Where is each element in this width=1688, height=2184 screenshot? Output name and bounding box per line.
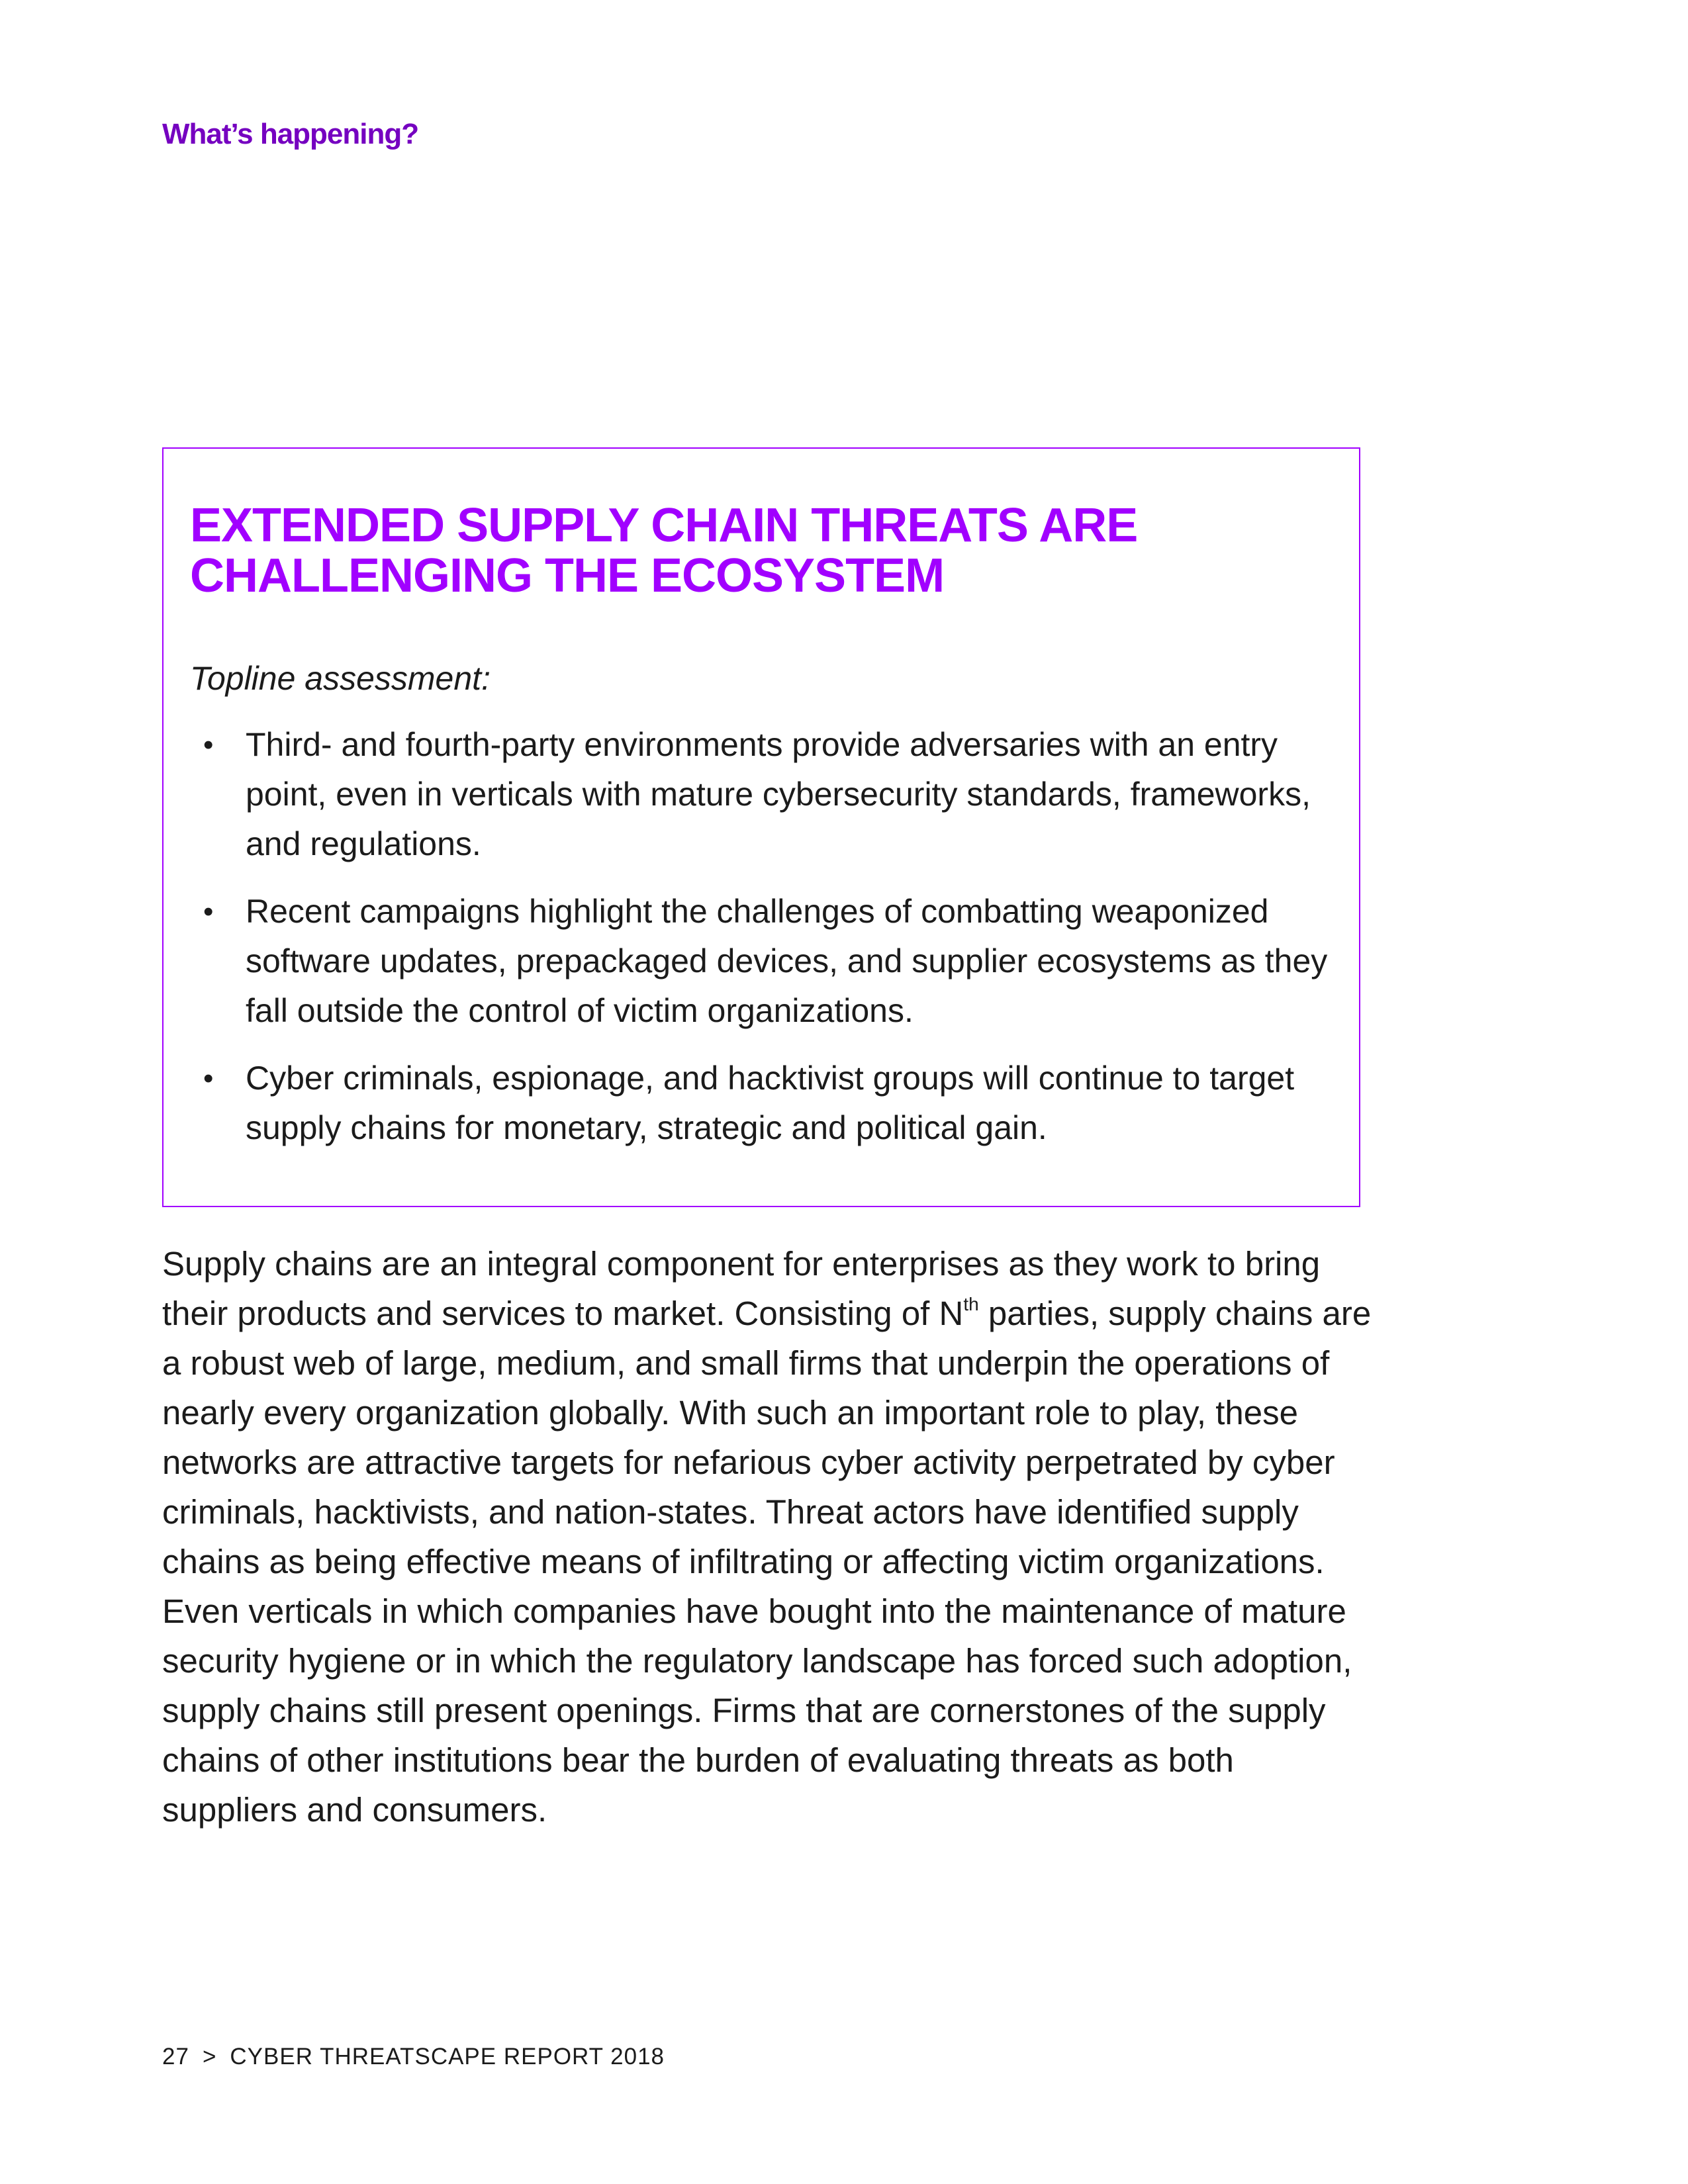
topline-label: Topline assessment: xyxy=(190,660,491,697)
body-text-part-1: Supply chains are an integral component for enterprises as they work to bring their products and services to market. Consisting of N xyxy=(162,1245,1321,1332)
section-label: What’s happening? xyxy=(162,118,419,150)
nth-superscript: th xyxy=(963,1294,979,1314)
bullet-item xyxy=(190,887,1342,1036)
page-number: 27 xyxy=(162,2044,189,2070)
topline-callout-box xyxy=(162,447,1360,1207)
report-title: CYBER THREATSCAPE REPORT 2018 xyxy=(230,2044,665,2070)
page-footer xyxy=(162,2044,665,2070)
topline-bullet-list xyxy=(190,720,1342,1171)
body-text-part-2: parties, supply chains are a robust web of large, medium, and small firms that underpin the operations of nearly every organization globally. With such an important role to play, these networks are attractive targets for nefarious cyber activity perpetrated by cyber criminals, hacktivists, and nation-states. Threat actors have identified supply chains as being effective means of infiltrating or affecting victim organizations. Even verticals in which companies have bought into the maintenance of mature security hygiene or in which the regulatory landscape has forced such adoption, supply chains still present openings. Firms that are cornerstones of the supply chains of other institutions bear the burden of evaluating threats as both suppliers and consumers. xyxy=(162,1295,1372,1829)
bullet-text: Third- and fourth-party environments provide adversaries with an entry point, even in verticals with mature cybersecurity standards, frameworks, and regulations. xyxy=(246,726,1311,862)
footer-separator: > xyxy=(202,2044,217,2070)
bullet-text: Recent campaigns highlight the challenges of combatting weaponized software updates, prepackaged devices, and supplier ecosystems as they fall outside the control of victim organizations. xyxy=(246,893,1328,1029)
body-paragraph xyxy=(162,1239,1374,1835)
bullet-item xyxy=(190,1054,1342,1153)
bullet-item xyxy=(190,720,1342,869)
bullet-text: Cyber criminals, espionage, and hacktivist groups will continue to target supply chains for monetary, strategic and political gain. xyxy=(246,1060,1295,1146)
bullet-icon: • xyxy=(203,729,214,761)
bullet-icon: • xyxy=(203,895,214,928)
bullet-icon: • xyxy=(203,1062,214,1095)
callout-title: EXTENDED SUPPLY CHAIN THREATS ARE CHALLENGING THE ECOSYSTEM xyxy=(190,499,1138,602)
